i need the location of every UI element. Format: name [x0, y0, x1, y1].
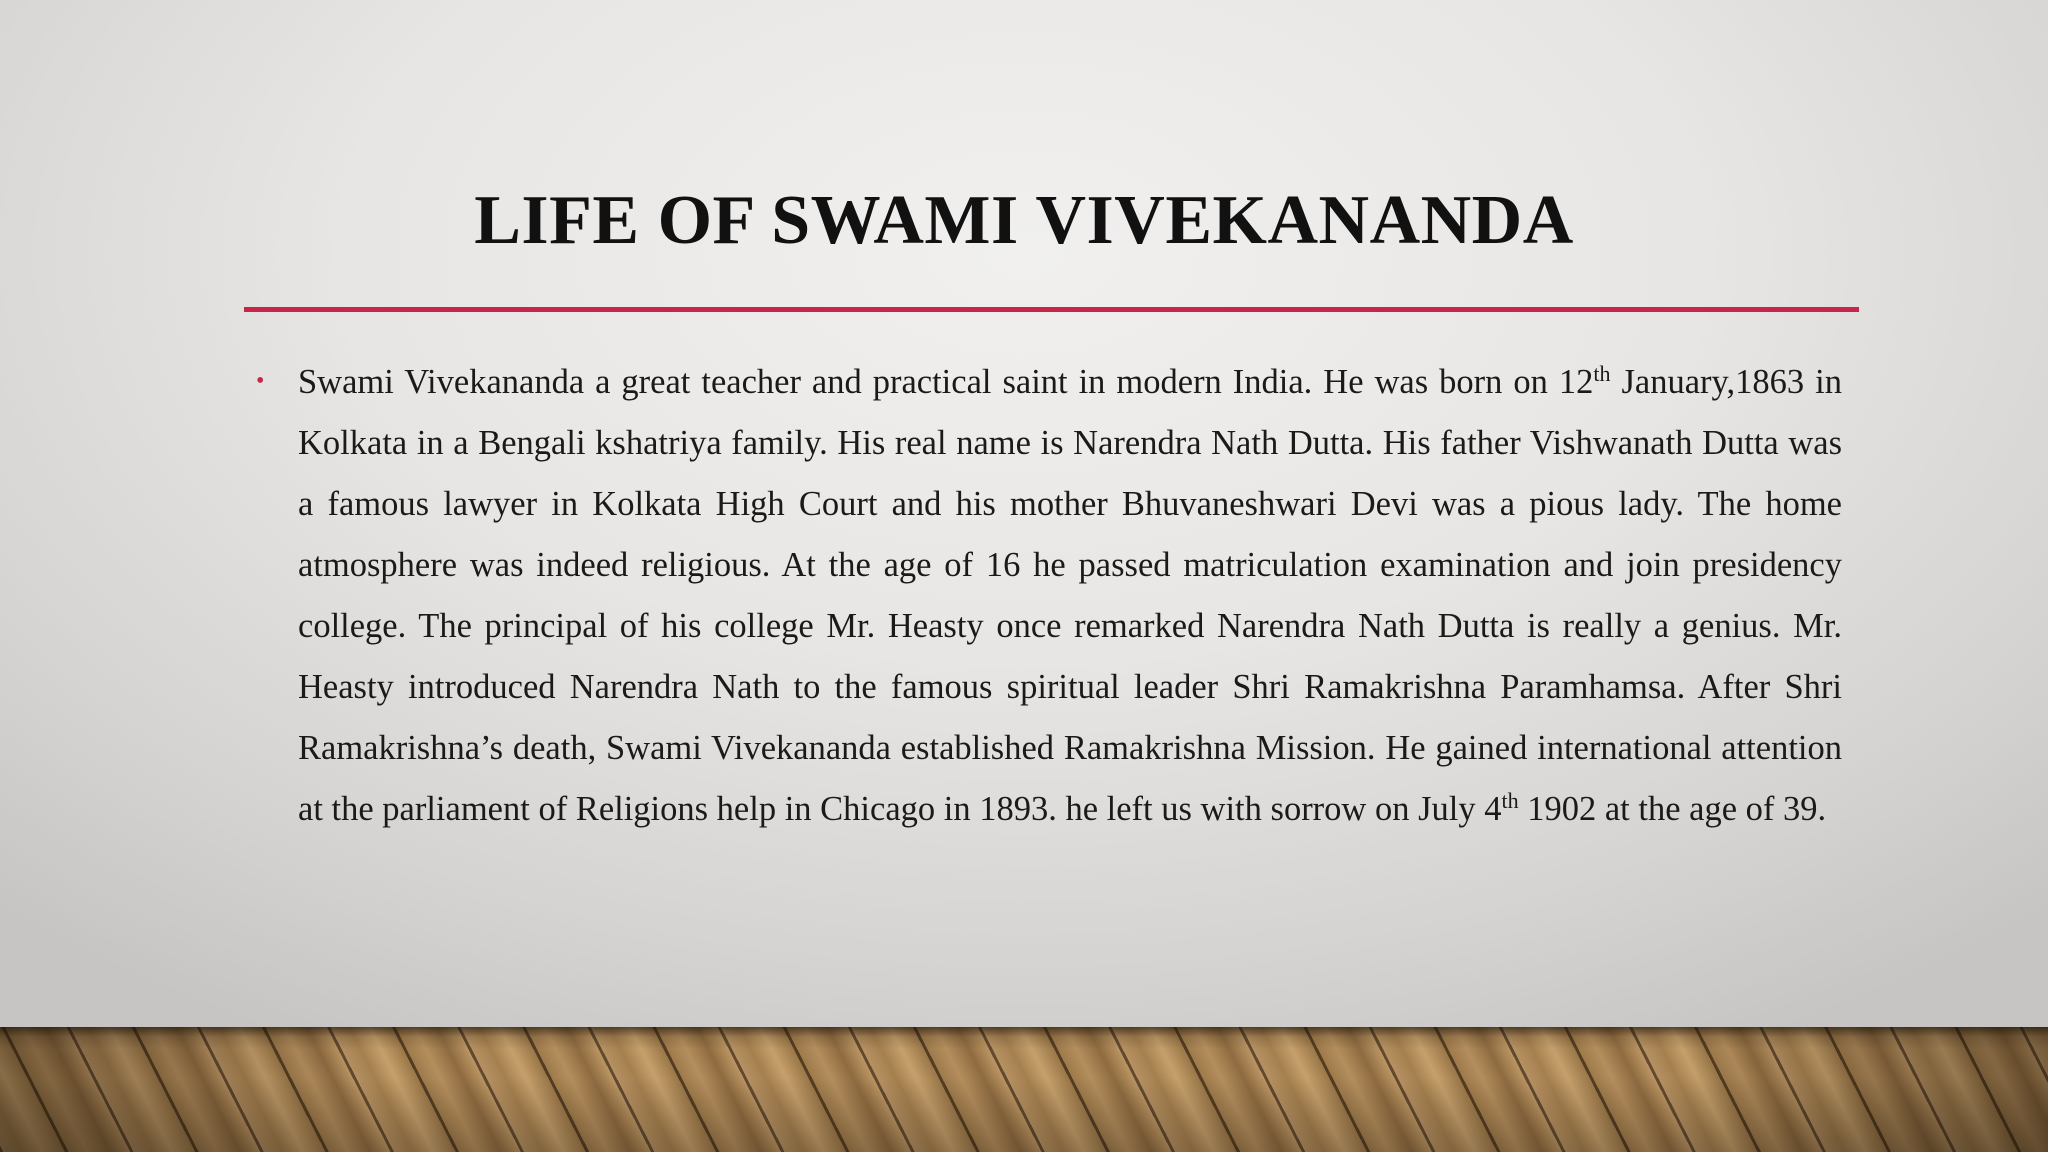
paragraph-text-part-2: January,1863 in Kolkata in a Bengali kshatriya family. His real name is Narendra Nath Dutta. His father Vishwanath Dutta was a famous lawyer in Kolkata High Court and his mother Bhuvaneshwari Devi was a pious lady. The home atmosphere was indeed religious. At the age of 16 he passed matriculation examination and join presidency college. The principal of his college Mr. Heasty once remarked Narendra Nath Dutta is really a genius. Mr. Heasty introduced Narendra Nath to the famous spiritual leader Shri Ramakrishna Paramhamsa. After Shri Ramakrishna’s death, Swami Vivekananda established Ramakrishna Mission. He gained international attention at the parliament of Religions help in Chicago in 1893. he left us with sorrow on July 4: [298, 363, 1842, 828]
superscript-th-1: th: [1593, 360, 1611, 386]
slide-title: LIFE OF SWAMI VIVEKANANDA: [474, 182, 1574, 259]
paragraph-text-part-3: 1902 at the age of 39.: [1518, 790, 1827, 828]
superscript-th-2: th: [1501, 787, 1519, 813]
wooden-floor-decoration: [0, 1027, 2048, 1152]
bullet-marker: •: [256, 368, 265, 394]
paragraph-text-part-1: Swami Vivekananda a great teacher and practical saint in modern India. He was born on 12: [298, 363, 1594, 401]
title-underline: [244, 307, 1859, 312]
biography-paragraph: [298, 352, 1842, 840]
